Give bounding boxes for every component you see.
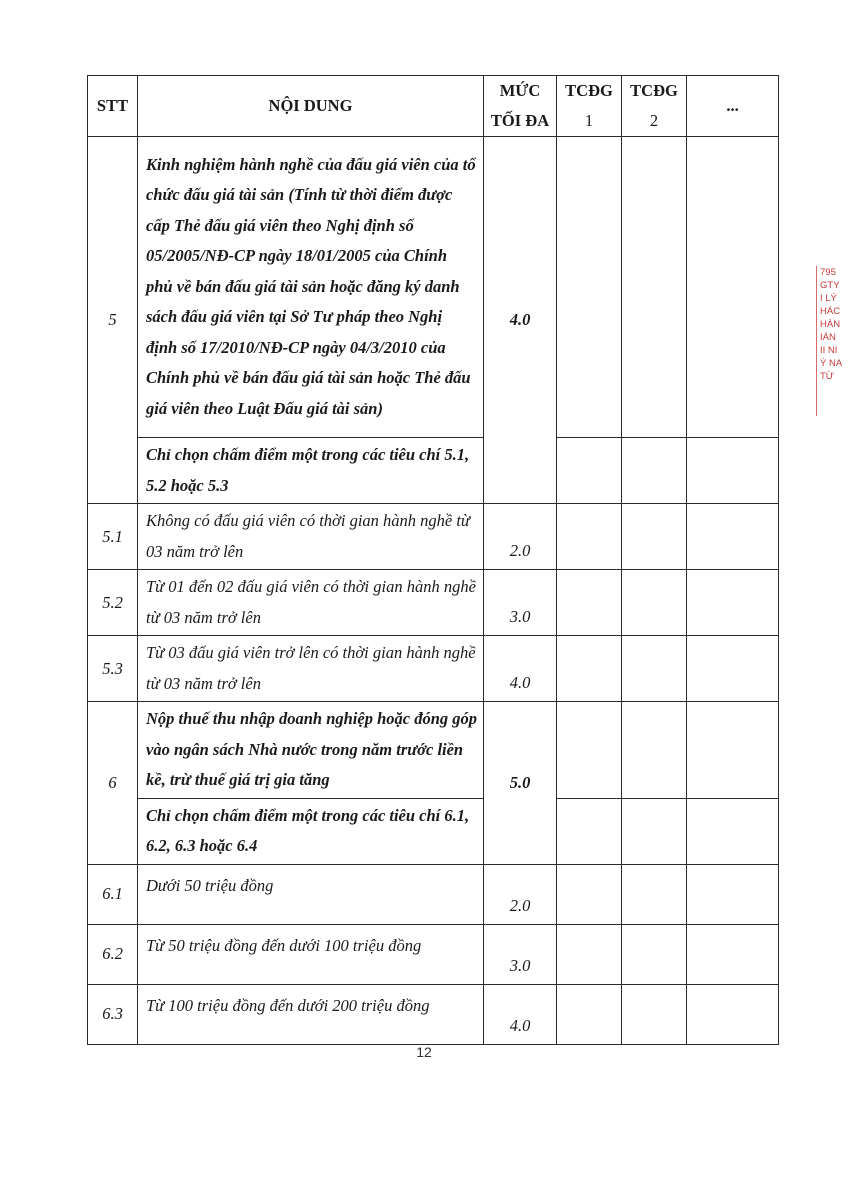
row-6-tcdg1-cell	[557, 702, 622, 799]
row-6-tcdg2-cell	[622, 702, 687, 799]
row-6-stt: 6	[88, 702, 138, 865]
row-5-1-more-cell	[687, 504, 779, 570]
row-6-1-tcdg1-cell	[557, 864, 622, 924]
row-5-note: Chỉ chọn chấm điểm một trong các tiêu chí 5.1, 5.2 hoặc 5.3	[138, 438, 484, 504]
row-5-3-stt: 5.3	[88, 636, 138, 702]
row-6-note-tcdg1-cell	[557, 798, 622, 864]
row-5-2-content: Từ 01 đến 02 đấu giá viên có thời gian hành nghề từ 03 năm trở lên	[138, 570, 484, 636]
stamp-line: 795	[820, 267, 836, 278]
row-5-3-score: 4.0	[484, 636, 557, 702]
row-5-3-tcdg1-cell	[557, 636, 622, 702]
stamp-line: HÀN	[820, 319, 841, 330]
row-6-2-score: 3.0	[484, 924, 557, 984]
row-5-2-score: 3.0	[484, 570, 557, 636]
row-5-1-stt: 5.1	[88, 504, 138, 570]
stamp-line: I LÝ	[820, 293, 837, 304]
header-tcdg1	[557, 76, 622, 137]
row-5-more-cell	[687, 137, 779, 438]
row-6-3-content: Từ 100 triệu đồng đến dưới 200 triệu đồng	[138, 984, 484, 1044]
row-5-note-more-cell	[687, 438, 779, 504]
row-5-1-score: 2.0	[484, 504, 557, 570]
row-6-3-tcdg2-cell	[622, 984, 687, 1044]
header-max-score-line2: TỐI ĐA	[490, 111, 550, 130]
row-6-note-more-cell	[687, 798, 779, 864]
row-6-1-stt: 6.1	[88, 864, 138, 924]
page-number: 12	[416, 1044, 432, 1060]
red-stamp-fragment	[816, 266, 848, 416]
row-5-note-tcdg2-cell	[622, 438, 687, 504]
row-5-2-more-cell	[687, 570, 779, 636]
table-row	[88, 924, 779, 984]
row-6-3-more-cell	[687, 984, 779, 1044]
scoring-table	[87, 75, 779, 1045]
table-row	[88, 702, 779, 799]
row-5-1-tcdg2-cell	[622, 504, 687, 570]
table-row	[88, 984, 779, 1044]
row-6-3-stt: 6.3	[88, 984, 138, 1044]
row-5-2-tcdg2-cell	[622, 570, 687, 636]
header-content: NỘI DUNG	[138, 76, 484, 137]
header-stt: STT	[88, 76, 138, 137]
row-6-note-tcdg2-cell	[622, 798, 687, 864]
row-6-2-more-cell	[687, 924, 779, 984]
row-5-tcdg2-cell	[622, 137, 687, 438]
header-tcdg2-line1: TCĐG	[630, 81, 678, 100]
table-header-row	[88, 76, 779, 137]
row-5-3-more-cell	[687, 636, 779, 702]
table-row	[88, 570, 779, 636]
stamp-line: GTY	[820, 280, 840, 291]
stamp-line: HÁC	[820, 306, 841, 317]
header-max-score	[484, 76, 557, 137]
row-6-1-score: 2.0	[484, 864, 557, 924]
table-row	[88, 636, 779, 702]
row-6-score: 5.0	[484, 702, 557, 865]
stamp-line: TỪ	[820, 371, 834, 382]
row-6-2-tcdg1-cell	[557, 924, 622, 984]
table-row	[88, 438, 779, 504]
row-6-1-more-cell	[687, 864, 779, 924]
row-6-content: Nộp thuế thu nhập doanh nghiệp hoặc đóng góp vào ngân sách Nhà nước trong năm trước liền kề, trừ thuế giá trị gia tăng	[138, 702, 484, 799]
row-6-2-tcdg2-cell	[622, 924, 687, 984]
row-5-content: Kinh nghiệm hành nghề của đấu giá viên của tổ chức đấu giá tài sản (Tính từ thời điểm được cấp Thẻ đấu giá viên theo Nghị định số 05/2005/NĐ-CP ngày 18/01/2005 của Chính phủ về bán đấu giá tài sản hoặc đăng ký danh sách đấu giá viên tại Sở Tư pháp theo Nghị định số 17/2010/NĐ-CP ngày 04/3/2010 của Chính phủ về bán đấu giá tài sản hoặc Thẻ đấu giá viên theo Luật Đấu giá tài sản)	[138, 137, 484, 438]
header-tcdg1-line2: 1	[584, 111, 594, 130]
row-6-1-content: Dưới 50 triệu đồng	[138, 864, 484, 924]
header-more: ...	[687, 76, 779, 137]
row-6-more-cell	[687, 702, 779, 799]
header-tcdg1-line1: TCĐG	[565, 81, 613, 100]
row-6-3-tcdg1-cell	[557, 984, 622, 1044]
row-5-stt: 5	[88, 137, 138, 504]
header-tcdg2-line2: 2	[649, 111, 659, 130]
table-row	[88, 798, 779, 864]
row-6-1-tcdg2-cell	[622, 864, 687, 924]
row-5-score: 4.0	[484, 137, 557, 504]
row-6-2-stt: 6.2	[88, 924, 138, 984]
row-6-note: Chỉ chọn chấm điểm một trong các tiêu chí 6.1, 6.2, 6.3 hoặc 6.4	[138, 798, 484, 864]
row-5-note-tcdg1-cell	[557, 438, 622, 504]
row-5-2-tcdg1-cell	[557, 570, 622, 636]
stamp-line: Ý NA	[820, 358, 843, 369]
header-max-score-line1: MỨC	[499, 81, 541, 100]
row-5-1-content: Không có đấu giá viên có thời gian hành nghề từ 03 năm trở lên	[138, 504, 484, 570]
row-6-2-content: Từ 50 triệu đồng đến dưới 100 triệu đồng	[138, 924, 484, 984]
stamp-line: IÁN	[820, 332, 836, 343]
table-row	[88, 504, 779, 570]
header-tcdg2	[622, 76, 687, 137]
row-5-1-tcdg1-cell	[557, 504, 622, 570]
table-row	[88, 864, 779, 924]
row-5-3-content: Từ 03 đấu giá viên trở lên có thời gian hành nghề từ 03 năm trở lên	[138, 636, 484, 702]
row-5-2-stt: 5.2	[88, 570, 138, 636]
row-5-tcdg1-cell	[557, 137, 622, 438]
row-6-3-score: 4.0	[484, 984, 557, 1044]
stamp-line: II NI	[820, 345, 838, 356]
table-row	[88, 137, 779, 438]
row-5-3-tcdg2-cell	[622, 636, 687, 702]
